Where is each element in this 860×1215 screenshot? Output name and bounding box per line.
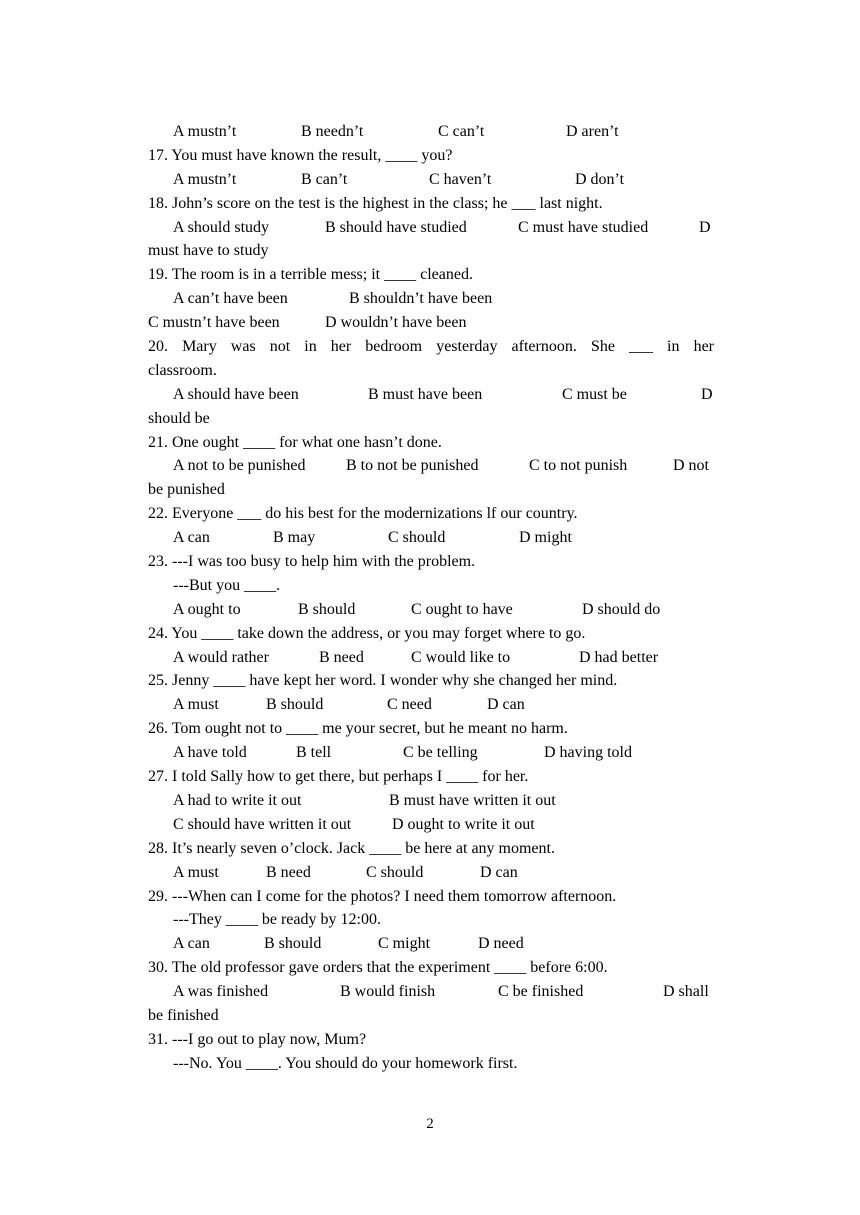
option-d-wrap: must have to study	[148, 242, 269, 260]
option-c: C should	[388, 529, 446, 547]
options-24	[148, 646, 714, 670]
options-28	[148, 861, 714, 885]
question-24: 24. You ____ take down the address, or you may forget where to go.	[148, 624, 586, 642]
option-d: D had better	[579, 648, 659, 666]
option-b: B may	[273, 529, 316, 547]
option-c: C can’t	[438, 123, 485, 140]
option-d-wrap: be finished	[148, 1006, 219, 1024]
option-b: B tell	[296, 744, 332, 762]
option-a: A should have been	[173, 385, 299, 403]
option-c: C should	[366, 863, 424, 881]
option-a: A would rather	[173, 648, 269, 666]
option-d: D should do	[582, 600, 661, 618]
options-23	[148, 598, 714, 622]
option-d-wrap: should be	[148, 409, 210, 427]
option-c: C ought to have	[411, 600, 513, 618]
page-number: 2	[426, 1116, 434, 1132]
question-29: 29. ---When can I come for the photos? I need them tomorrow afternoon.	[148, 887, 617, 905]
option-d: D not	[673, 457, 709, 475]
options-29	[148, 932, 714, 956]
options-27-row2	[148, 813, 714, 837]
option-c: C to not punish	[529, 457, 628, 475]
question-23-reply: ---But you ____.	[173, 576, 281, 594]
question-28: 28. It’s nearly seven o’clock. Jack ____ be here at any moment.	[148, 839, 555, 857]
option-b: B should	[298, 600, 356, 618]
option-d: D can	[487, 696, 525, 714]
option-c: C must be	[562, 385, 627, 403]
option-b: B needn’t	[301, 123, 364, 140]
options-16	[148, 120, 714, 144]
option-d-wrap: be punished	[148, 481, 225, 499]
question-23: 23. ---I was too busy to help him with the problem.	[148, 553, 476, 571]
question-22: 22. Everyone ___ do his best for the modernizations lf our country.	[148, 505, 578, 523]
option-a: A not to be punished	[173, 457, 306, 475]
option-b: B need	[319, 648, 364, 666]
options-20	[148, 383, 714, 407]
options-19	[148, 287, 714, 311]
option-d: D might	[519, 529, 572, 547]
option-a: A mustn’t	[173, 170, 237, 188]
option-d: D don’t	[575, 170, 625, 188]
option-c: C be finished	[498, 983, 584, 1001]
option-c: C must have studied	[518, 218, 649, 236]
question-18: 18. John’s score on the test is the highest in the class; he ___ last night.	[148, 194, 603, 212]
option-d: D	[699, 218, 711, 236]
option-c: C be telling	[403, 744, 478, 762]
option-a: A must	[173, 863, 219, 881]
option-a: A was finished	[173, 983, 269, 1001]
option-a: A ought to	[173, 600, 241, 618]
option-d: D shall	[663, 983, 709, 1001]
question-31-reply: ---No. You ____. You should do your homework first.	[173, 1054, 518, 1072]
option-a: A can’t have been	[173, 290, 288, 308]
option-d: D aren’t	[566, 123, 619, 140]
option-b: B must have written it out	[389, 791, 556, 809]
option-b: B shouldn’t have been	[349, 290, 493, 308]
option-b: B would finish	[340, 983, 436, 1001]
options-19-row2	[148, 311, 714, 335]
options-21	[148, 454, 714, 478]
option-b: B must have been	[368, 385, 483, 403]
question-20: 20. Mary was not in her bedroom yesterday afternoon. She ___ in her	[148, 338, 714, 356]
option-d: D need	[478, 935, 524, 953]
option-a: A can	[173, 529, 210, 547]
question-30: 30. The old professor gave orders that the experiment ____ before 6:00.	[148, 959, 608, 977]
option-c: C need	[387, 696, 432, 714]
question-21: 21. One ought ____ for what one hasn’t done.	[148, 433, 442, 451]
options-17	[148, 168, 714, 192]
question-20-wrap: classroom.	[148, 361, 217, 379]
option-b: B can’t	[301, 170, 348, 188]
question-31: 31. ---I go out to play now, Mum?	[148, 1030, 367, 1048]
option-c: C mustn’t have been	[148, 314, 280, 332]
options-25	[148, 693, 714, 717]
option-a: A have told	[173, 744, 247, 762]
options-18	[148, 216, 714, 240]
options-26	[148, 741, 714, 765]
option-a: A mustn’t	[173, 123, 237, 140]
option-b: B should have studied	[325, 218, 467, 236]
option-a: A must	[173, 696, 219, 714]
option-c: C should have written it out	[173, 815, 352, 833]
question-25: 25. Jenny ____ have kept her word. I wonder why she changed her mind.	[148, 672, 618, 690]
option-c: C would like to	[411, 648, 511, 666]
option-d: D having told	[544, 744, 632, 762]
question-26: 26. Tom ought not to ____ me your secret, but he meant no harm.	[148, 720, 568, 738]
option-a: A can	[173, 935, 210, 953]
option-c: C haven’t	[429, 170, 492, 188]
options-27	[148, 789, 714, 813]
option-a: A should study	[173, 218, 270, 236]
question-17: 17. You must have known the result, ____ you?	[148, 146, 453, 164]
option-d: D can	[480, 863, 518, 881]
option-d: D wouldn’t have been	[325, 314, 467, 332]
question-29-reply: ---They ____ be ready by 12:00.	[173, 911, 381, 929]
question-19: 19. The room is in a terrible mess; it ____ cleaned.	[148, 266, 473, 284]
options-22	[148, 526, 714, 550]
options-30	[148, 980, 714, 1004]
question-list	[148, 120, 714, 1076]
question-27: 27. I told Sally how to get there, but perhaps I ____ for her.	[148, 768, 529, 786]
option-c: C might	[378, 935, 431, 953]
option-b: B to not be punished	[346, 457, 479, 475]
option-d: D ought to write it out	[392, 815, 535, 833]
option-b: B should	[266, 696, 324, 714]
option-a: A had to write it out	[173, 791, 302, 809]
option-d: D	[701, 385, 713, 403]
option-b: B need	[266, 863, 311, 881]
option-b: B should	[264, 935, 322, 953]
